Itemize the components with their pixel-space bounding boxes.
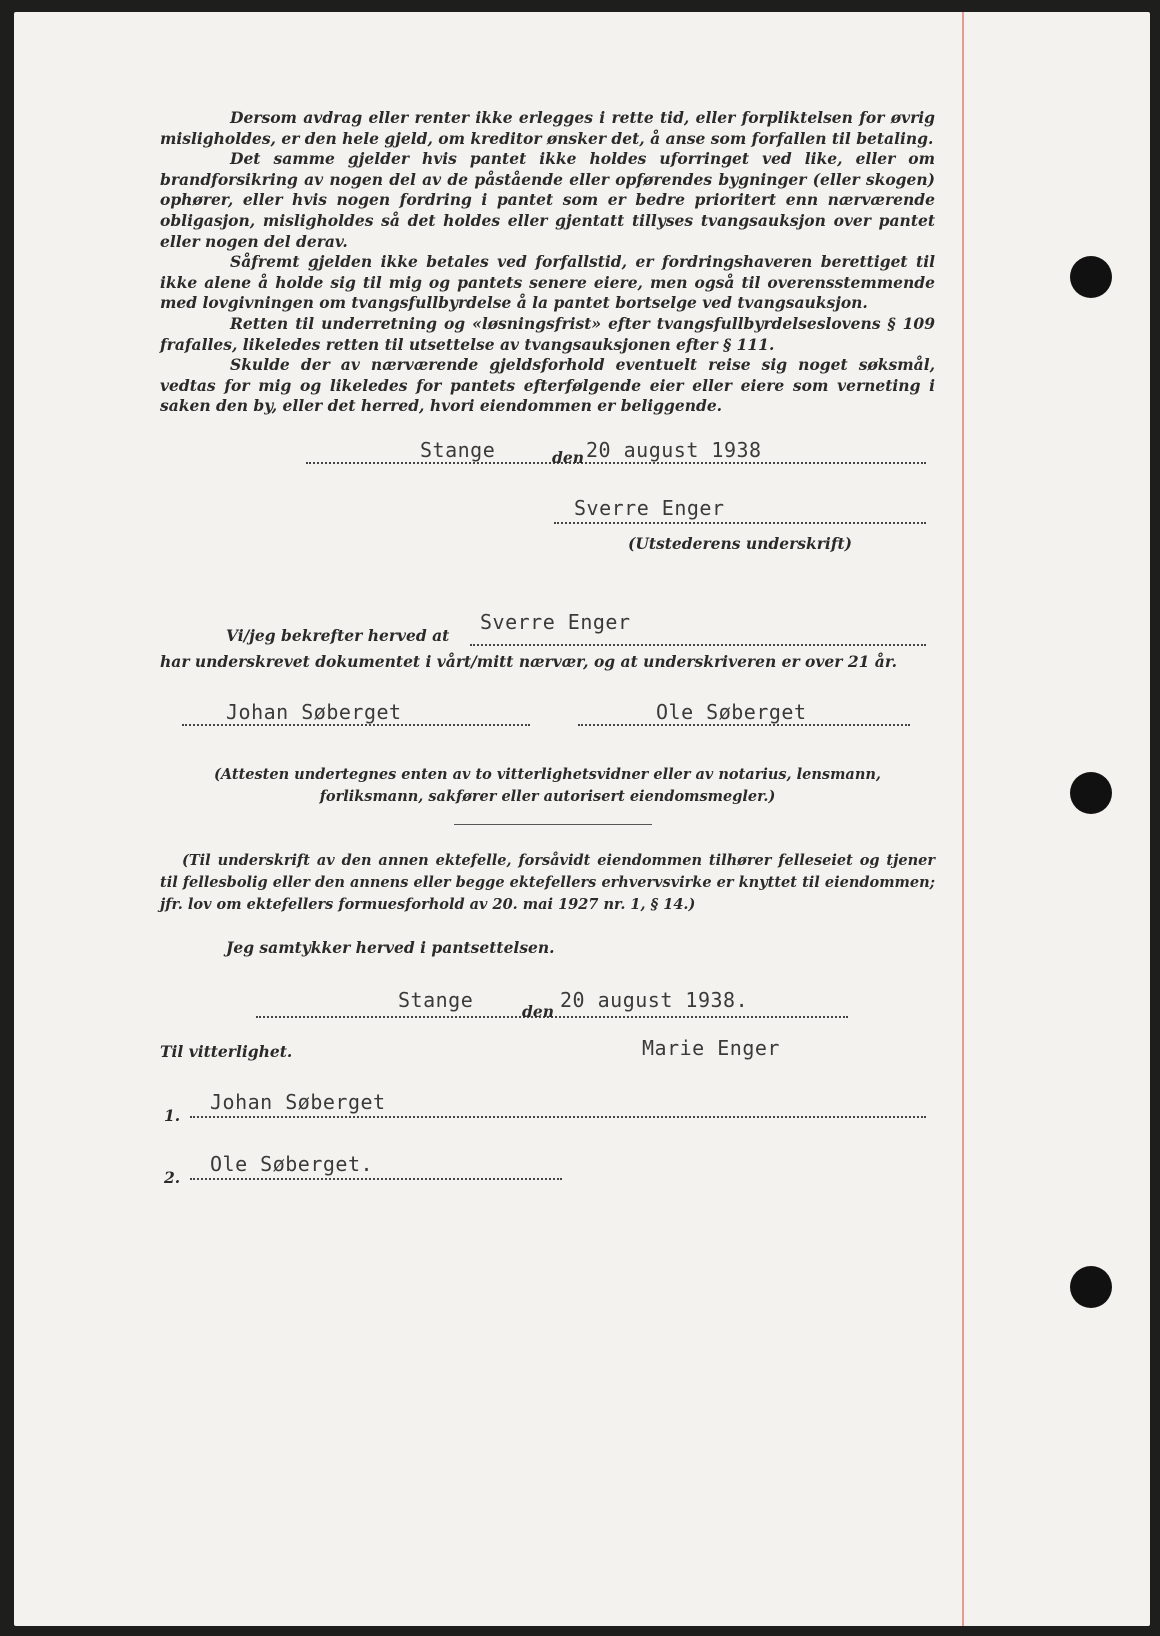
den-label: den	[552, 448, 584, 467]
dotted-line	[578, 724, 910, 726]
spouse-note: (Til underskrift av den annen ektefelle, forsåvidt eiendommen tilhører felleseiet og tjener til fellesbolig eller den annens eller begge ektefellers erhvervsvirke er knyttet til eiendommen; jfr. lov om ektefellers formuesforhold av 20. mai 1927 nr. 1, § 14.)	[160, 852, 935, 913]
issuer-caption: (Utstederens underskrift)	[628, 534, 852, 553]
issuer-date: 20 august 1938	[586, 438, 762, 462]
punch-hole	[1070, 256, 1112, 298]
witness1-number: 1.	[164, 1106, 181, 1125]
consent-text: Jeg samtykker herved i pantsettelsen.	[226, 938, 555, 957]
dotted-line	[182, 724, 530, 726]
terms-text	[160, 108, 935, 417]
witness2-number: 2.	[164, 1168, 181, 1187]
paragraph: Såfremt gjelden ikke betales ved forfallstid, er fordringshaveren berettiget til ikke alene å holde sig til mig og pantets senere eiere, men også til overensstemmende med lovgivningen om tvangsfullbyrdelse å la pantet bortselge ved tvangsauksjon.	[160, 252, 935, 313]
den-label: den	[522, 1002, 554, 1021]
paragraph: Dersom avdrag eller renter ikke erlegges i rette tid, eller forpliktelsen for øvrig misligholdes, er den hele gjeld, om kreditor ønsker det, å anse som forfallen til betaling.	[160, 108, 935, 148]
confirmation-prefix: Vi/jeg bekrefter herved at	[226, 626, 450, 645]
consent-place: Stange	[398, 988, 474, 1012]
dotted-line	[470, 644, 926, 646]
confirmed-name: Sverre Enger	[480, 610, 631, 634]
attest-label: Til vitterlighet.	[160, 1042, 293, 1061]
punch-hole	[1070, 772, 1112, 814]
separator-line	[454, 824, 652, 825]
spouse-signature: Marie Enger	[642, 1036, 780, 1060]
dotted-line	[190, 1116, 926, 1118]
confirmation-line2: har underskrevet dokumentet i vårt/mitt nærvær, og at underskriveren er over 21 år.	[160, 652, 897, 671]
witness-left-signature: Johan Søberget	[226, 700, 402, 724]
document-page	[14, 12, 1150, 1626]
consent-date: 20 august 1938.	[560, 988, 749, 1012]
issuer-signature: Sverre Enger	[574, 496, 725, 520]
paragraph: Skulde der av nærværende gjeldsforhold eventuelt reise sig noget søksmål, vedtas for mig og likeledes for pantets efterfølgende eier eller eiere som verneting i saken den by, eller det herred, hvori eiendommen er beliggende.	[160, 355, 935, 416]
witness2-signature: Ole Søberget.	[210, 1152, 374, 1176]
dotted-line	[554, 522, 926, 524]
red-margin-line	[962, 12, 964, 1626]
paragraph: Det samme gjelder hvis pantet ikke holdes uforringet ved like, eller om brandforsikring av nogen del av de påstående eller opførendes bygninger (eller skogen) ophører, eller hvis nogen fordring i pantet som er bedre prioritert enn nærværende obligasjon, misligholdes så det holdes eller gjentatt tillyses tvangsauksjon over pantet eller nogen del derav.	[160, 149, 935, 251]
punch-hole	[1070, 1266, 1112, 1308]
witness-right-signature: Ole Søberget	[656, 700, 807, 724]
witness-note: (Attesten undertegnes enten av to vitterlighetsvidner eller av notarius, lensmann, forliksmann, sakfører eller autorisert eiendomsmegler.)	[214, 766, 881, 805]
dotted-line	[190, 1178, 562, 1180]
witness1-signature: Johan Søberget	[210, 1090, 386, 1114]
paragraph: Retten til underretning og «løsningsfrist» efter tvangsfullbyrdelseslovens § 109 frafalles, likeledes retten til utsettelse av tvangsauksjonen efter § 111.	[160, 313, 935, 354]
issuer-place: Stange	[420, 438, 496, 462]
dotted-line	[306, 462, 926, 464]
